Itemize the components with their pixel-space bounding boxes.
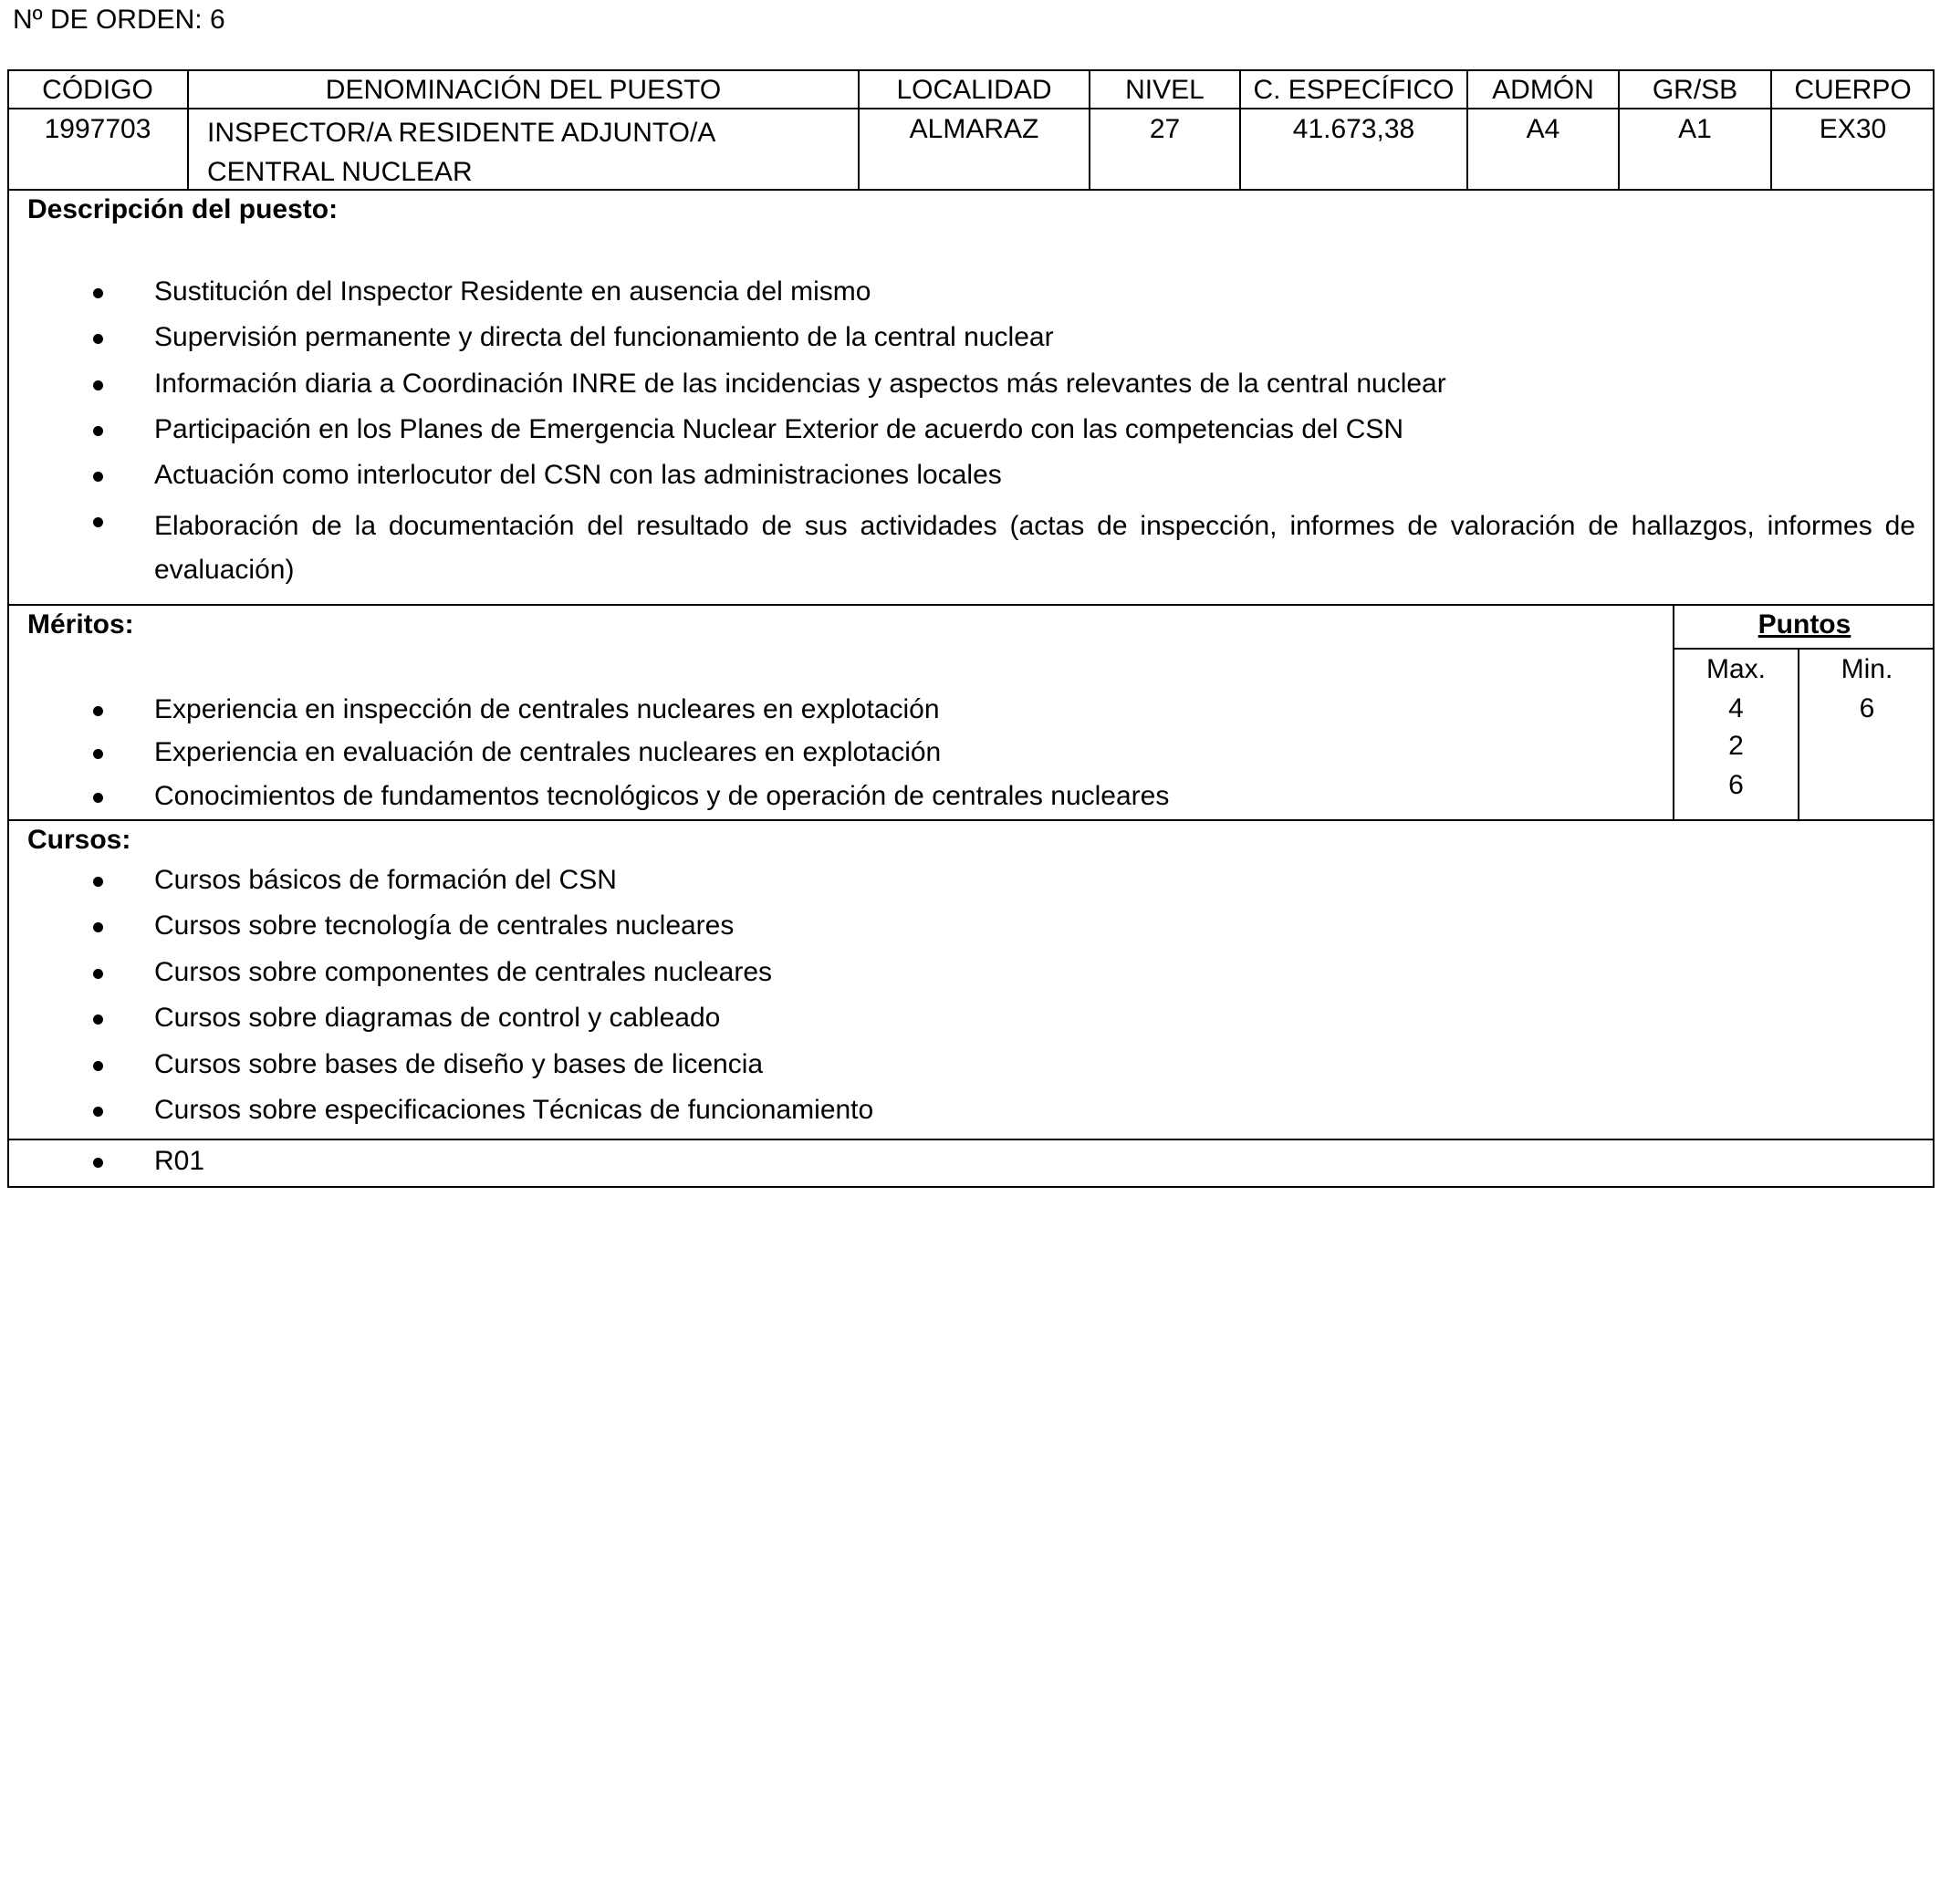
max-label: Max. <box>1705 654 1766 684</box>
bullet-icon <box>93 922 103 932</box>
header-cuerpo: CUERPO <box>1794 75 1912 105</box>
order-number: Nº DE ORDEN: 6 <box>13 5 225 35</box>
footer-item: R01 <box>154 1146 205 1176</box>
cell-cuerpo: EX30 <box>1819 114 1887 144</box>
section-divider <box>7 819 1935 821</box>
cursos-item: Cursos sobre bases de diseño y bases de licencia <box>154 1049 764 1079</box>
bullet-icon <box>93 1107 103 1117</box>
meritos-title: Méritos: <box>27 609 134 640</box>
bullet-icon <box>93 706 103 716</box>
puntos-label: Puntos <box>1757 609 1851 640</box>
header-grsb: GR/SB <box>1652 75 1738 105</box>
table-divider <box>7 108 1935 109</box>
descripcion-item: Sustitución del Inspector Residente en ausencia del mismo <box>154 276 871 307</box>
header-codigo: CÓDIGO <box>42 75 153 105</box>
meritos-item: Conocimientos de fundamentos tecnológicos y de operación de centrales nucleares <box>154 781 1170 811</box>
min-value: 6 <box>1859 693 1875 723</box>
cursos-item: Cursos sobre especificaciones Técnicas de funcionamiento <box>154 1095 874 1125</box>
header-localidad: LOCALIDAD <box>896 75 1052 105</box>
header-denominacion: DENOMINACIÓN DEL PUESTO <box>325 75 722 105</box>
descripcion-item: Actuación como interlocutor del CSN con las administraciones locales <box>154 460 1002 490</box>
cursos-item: Cursos sobre componentes de centrales nucleares <box>154 957 773 987</box>
bullet-icon <box>93 793 103 803</box>
section-divider <box>7 604 1935 606</box>
bullet-icon <box>93 288 103 298</box>
cell-denominacion: INSPECTOR/A RESIDENTE ADJUNTO/A CENTRAL NUCLEAR <box>207 118 714 187</box>
cell-nivel: 27 <box>1149 114 1181 144</box>
min-label: Min. <box>1841 654 1893 684</box>
meritos-item: Experiencia en inspección de centrales nucleares en explotación <box>154 694 940 724</box>
bullet-icon <box>93 877 103 887</box>
footer-section <box>7 1139 1935 1188</box>
cell-admon: A4 <box>1526 114 1560 144</box>
header-nivel: NIVEL <box>1125 75 1205 105</box>
bullet-icon <box>93 1014 103 1025</box>
cell-grsb: A1 <box>1678 114 1712 144</box>
max-value: 6 <box>1728 770 1744 800</box>
puntos-divider <box>1673 648 1935 650</box>
descripcion-item: Elaboración de la documentación del resultado de sus actividades (actas de inspección, informes de valoración de hallazgos, informes de evaluación) <box>154 511 1915 585</box>
cursos-item: Cursos sobre tecnología de centrales nucleares <box>154 910 735 941</box>
cursos-title: Cursos: <box>27 825 131 855</box>
bullet-icon <box>93 334 103 344</box>
bullet-icon <box>93 969 103 979</box>
max-value: 4 <box>1728 693 1744 723</box>
cursos-item: Cursos sobre diagramas de control y cableado <box>154 1003 721 1033</box>
descripcion-item: Supervisión permanente y directa del funcionamiento de la central nuclear <box>154 322 1054 352</box>
descripcion-item: Participación en los Planes de Emergencia Nuclear Exterior de acuerdo con las competencias del CSN <box>154 414 1404 444</box>
descripcion-item: Información diaria a Coordinación INRE de las incidencias y aspectos más relevantes de la central nuclear <box>154 369 1446 399</box>
bullet-icon <box>93 749 103 759</box>
header-admon: ADMÓN <box>1492 75 1594 105</box>
bullet-icon <box>93 426 103 436</box>
header-especifico: C. ESPECÍFICO <box>1253 75 1455 105</box>
bullet-icon <box>93 517 103 527</box>
max-value: 2 <box>1728 731 1744 761</box>
cell-codigo: 1997703 <box>44 114 151 144</box>
bullet-icon <box>93 1061 103 1071</box>
cursos-item: Cursos básicos de formación del CSN <box>154 865 617 895</box>
bullet-icon <box>93 380 103 390</box>
meritos-item: Experiencia en evaluación de centrales nucleares en explotación <box>154 737 942 767</box>
bullet-icon <box>93 1158 103 1168</box>
bullet-icon <box>93 472 103 482</box>
descripcion-title: Descripción del puesto: <box>27 194 339 224</box>
cell-localidad: ALMARAZ <box>909 114 1039 144</box>
cell-especifico: 41.673,38 <box>1292 114 1415 144</box>
